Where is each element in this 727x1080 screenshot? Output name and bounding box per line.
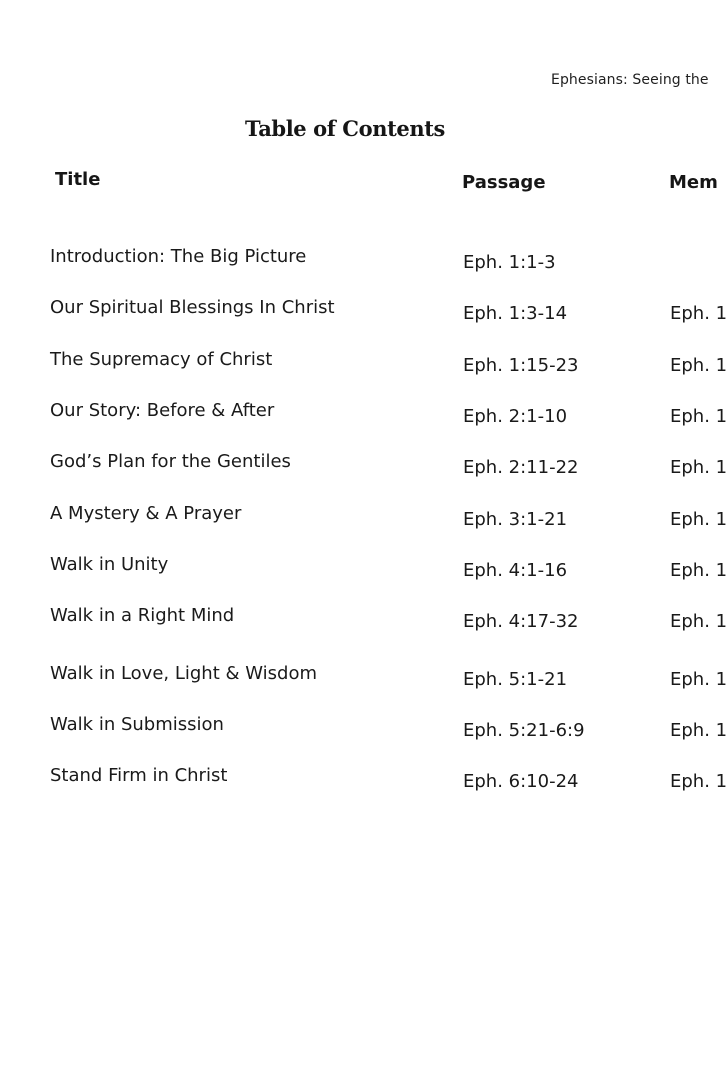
toc-memory: Eph. 1 bbox=[670, 669, 727, 690]
column-header-passage: Passage bbox=[462, 172, 546, 193]
toc-row bbox=[0, 503, 727, 533]
toc-row bbox=[0, 554, 727, 584]
toc-passage: Eph. 2:1-10 bbox=[463, 406, 568, 427]
toc-row bbox=[0, 400, 727, 430]
toc-title: Stand Firm in Christ bbox=[50, 765, 228, 786]
toc-row bbox=[0, 605, 727, 635]
toc-title: Walk in Submission bbox=[50, 714, 224, 735]
toc-title: Walk in Unity bbox=[50, 554, 169, 575]
toc-title: Introduction: The Big Picture bbox=[50, 246, 307, 267]
toc-memory: Eph. 1 bbox=[670, 303, 727, 324]
toc-row bbox=[0, 451, 727, 481]
toc-memory: Eph. 1 bbox=[670, 720, 727, 741]
toc-title: Our Spiritual Blessings In Christ bbox=[50, 297, 335, 318]
toc-title: Walk in Love, Light & Wisdom bbox=[50, 663, 318, 684]
toc-memory: Eph. 1 bbox=[670, 509, 727, 530]
toc-passage: Eph. 2:11-22 bbox=[463, 457, 579, 478]
toc-passage: Eph. 1:3-14 bbox=[463, 303, 568, 324]
toc-row bbox=[0, 297, 727, 327]
toc-passage: Eph. 1:15-23 bbox=[463, 355, 579, 376]
toc-memory: Eph. 1 bbox=[670, 611, 727, 632]
toc-title: Our Story: Before & After bbox=[50, 400, 275, 421]
toc-memory: Eph. 1 bbox=[670, 406, 727, 427]
toc-row bbox=[0, 349, 727, 379]
toc-title: Walk in a Right Mind bbox=[50, 605, 235, 626]
toc-memory: Eph. 1 bbox=[670, 560, 727, 581]
toc-passage: Eph. 4:1-16 bbox=[463, 560, 568, 581]
toc-title: The Supremacy of Christ bbox=[50, 349, 273, 370]
toc-memory: Eph. 1 bbox=[670, 355, 727, 376]
column-header-memory: Mem bbox=[669, 172, 718, 193]
running-header: Ephesians: Seeing the bbox=[551, 72, 709, 88]
page-title: Table of Contents bbox=[245, 116, 445, 141]
toc-row bbox=[0, 663, 727, 693]
toc-title: A Mystery & A Prayer bbox=[50, 503, 242, 524]
toc-passage: Eph. 5:1-21 bbox=[463, 669, 568, 690]
toc-passage: Eph. 4:17-32 bbox=[463, 611, 579, 632]
toc-passage: Eph. 5:21-6:9 bbox=[463, 720, 585, 741]
toc-passage: Eph. 1:1-3 bbox=[463, 252, 556, 273]
toc-passage: Eph. 6:10-24 bbox=[463, 771, 579, 792]
toc-memory: Eph. 1 bbox=[670, 771, 727, 792]
toc-passage: Eph. 3:1-21 bbox=[463, 509, 568, 530]
column-header-title: Title bbox=[55, 169, 101, 190]
toc-row bbox=[0, 246, 720, 276]
toc-title: God’s Plan for the Gentiles bbox=[50, 451, 291, 472]
toc-memory: Eph. 1 bbox=[670, 457, 727, 478]
toc-row bbox=[0, 714, 727, 744]
toc-row bbox=[0, 765, 727, 795]
